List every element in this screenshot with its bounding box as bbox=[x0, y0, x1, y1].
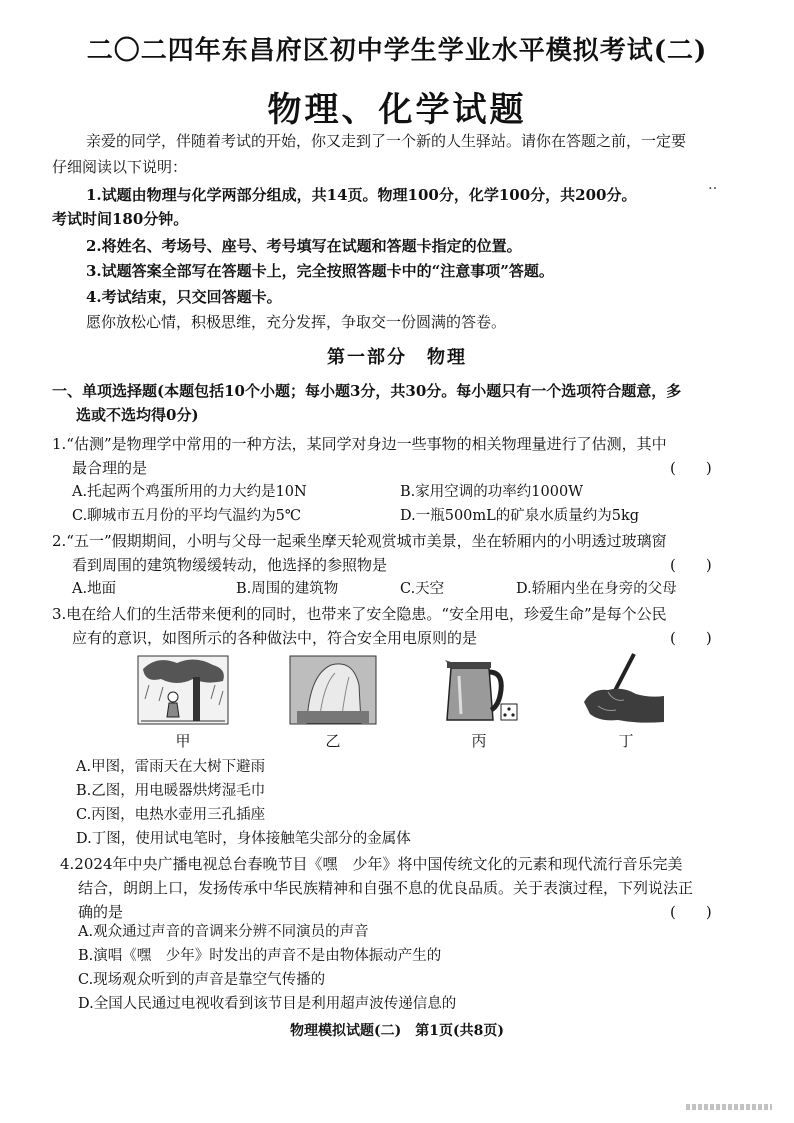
figure-tree-rain bbox=[137, 655, 229, 725]
q3-option-b: B.乙图，用电暖器烘烤湿毛巾 bbox=[76, 783, 266, 799]
answer-paren-2: ( ) bbox=[670, 556, 712, 574]
q4-option-c: C.现场观众听到的声音是靠空气传播的 bbox=[78, 972, 326, 988]
answer-paren-4: ( ) bbox=[670, 903, 712, 921]
intro-line-2: 仔细阅读以下说明： bbox=[52, 158, 188, 176]
figure-label-jia: 甲 bbox=[175, 732, 191, 750]
scan-mark: ‥ bbox=[708, 177, 718, 193]
figure-test-pen-hand bbox=[578, 650, 668, 726]
q2-option-d: D.轿厢内坐在身旁的父母 bbox=[516, 581, 677, 597]
q2-option-a: A.地面 bbox=[72, 581, 117, 597]
answer-paren-1: ( ) bbox=[670, 459, 712, 477]
part-title: 第一部分 物理 bbox=[327, 347, 467, 368]
instruction-3: 3.试题答案全部写在答题卡上，完全按照答题卡中的“注意事项”答题。 bbox=[86, 262, 554, 280]
figure-label-yi: 乙 bbox=[325, 732, 341, 750]
q4-option-a: A.观众通过声音的音调来分辨不同演员的声音 bbox=[78, 924, 369, 940]
q3-option-d: D.丁图，使用试电笔时，身体接触笔尖部分的金属体 bbox=[76, 831, 411, 847]
exam-title: 二〇二四年东昌府区初中学生学业水平模拟考试(二) bbox=[86, 36, 708, 66]
question-1-cont: 最合理的是 bbox=[72, 459, 148, 477]
subject-title: 物理、化学试题 bbox=[267, 90, 527, 130]
instruction-2: 2.将姓名、考场号、座号、考号填写在试题和答题卡指定的位置。 bbox=[86, 237, 522, 255]
instruction-1-cont: 考试时间180分钟。 bbox=[52, 210, 189, 228]
q2-option-c: C.天空 bbox=[400, 581, 445, 597]
question-2-cont: 看到周围的建筑物缓缓转动，他选择的参照物是 bbox=[72, 556, 388, 574]
question-3: 3.电在给人们的生活带来便利的同时，也带来了安全隐患。“安全用电，珍爱生命”是每个公民 bbox=[52, 605, 667, 623]
wish-line: 愿你放松心情，积极思维，充分发挥，争取交一份圆满的答卷。 bbox=[86, 313, 507, 331]
q2-option-b: B.周围的建筑物 bbox=[236, 581, 339, 597]
figure-label-ding: 丁 bbox=[618, 732, 634, 750]
figure-label-bing: 丙 bbox=[471, 732, 487, 750]
q1-option-d: D.一瓶500mL的矿泉水质量约为5kg bbox=[400, 508, 640, 524]
figure-kettle-socket bbox=[437, 650, 521, 726]
q4-option-b: B.演唱《嘿 少年》时发出的声音不是由物体振动产生的 bbox=[78, 948, 442, 964]
instruction-4: 4.考试结束，只交回答题卡。 bbox=[86, 288, 282, 306]
q1-option-b: B.家用空调的功率约1000W bbox=[400, 484, 584, 500]
intro-line-1: 亲爱的同学，伴随着考试的开始，你又走到了一个新的人生驿站。请你在答题之前，一定要 bbox=[86, 132, 687, 150]
question-1: 1.“估测”是物理学中常用的一种方法，某同学对身边一些事物的相关物理量进行了估测，其中 bbox=[52, 435, 667, 453]
figure-heater-towel bbox=[289, 655, 377, 725]
section-heading: 一、单项选择题(本题包括10个小题；每小题3分，共30分。每小题只有一个选项符合题意，多 bbox=[52, 382, 682, 400]
question-4: 4.2024年中央广播电视总台春晚节目《嘿 少年》将中国传统文化的元素和现代流行音乐完美 bbox=[60, 855, 683, 873]
instruction-1: 1.试题由物理与化学两部分组成，共14页。物理100分，化学100分，共200分。 bbox=[86, 186, 637, 204]
q4-option-d: D.全国人民通过电视收看到该节目是利用超声波传递信息的 bbox=[78, 996, 457, 1012]
section-heading-cont: 选或不选均得0分) bbox=[76, 406, 199, 424]
question-2: 2.“五一”假期期间，小明与父母一起乘坐摩天轮观赏城市美景，坐在轿厢内的小明透过玻璃窗 bbox=[52, 532, 667, 550]
q3-option-c: C.丙图，电热水壶用三孔插座 bbox=[76, 807, 266, 823]
watermark-strip bbox=[686, 1104, 772, 1110]
q1-option-a: A.托起两个鸡蛋所用的力大约是10N bbox=[72, 484, 307, 500]
question-4-cont-2: 确的是 bbox=[78, 903, 124, 921]
q1-option-c: C.聊城市五月份的平均气温约为5℃ bbox=[72, 508, 302, 524]
answer-paren-3: ( ) bbox=[670, 629, 712, 647]
question-4-cont: 结合，朗朗上口，发扬传承中华民族精神和自强不息的优良品质。关于表演过程，下列说法正 bbox=[78, 879, 694, 897]
page-footer: 物理模拟试题(二) 第1页(共8页) bbox=[290, 1023, 504, 1039]
question-3-cont: 应有的意识，如图所示的各种做法中，符合安全用电原则的是 bbox=[72, 629, 478, 647]
q3-option-a: A.甲图，雷雨天在大树下避雨 bbox=[76, 759, 266, 775]
